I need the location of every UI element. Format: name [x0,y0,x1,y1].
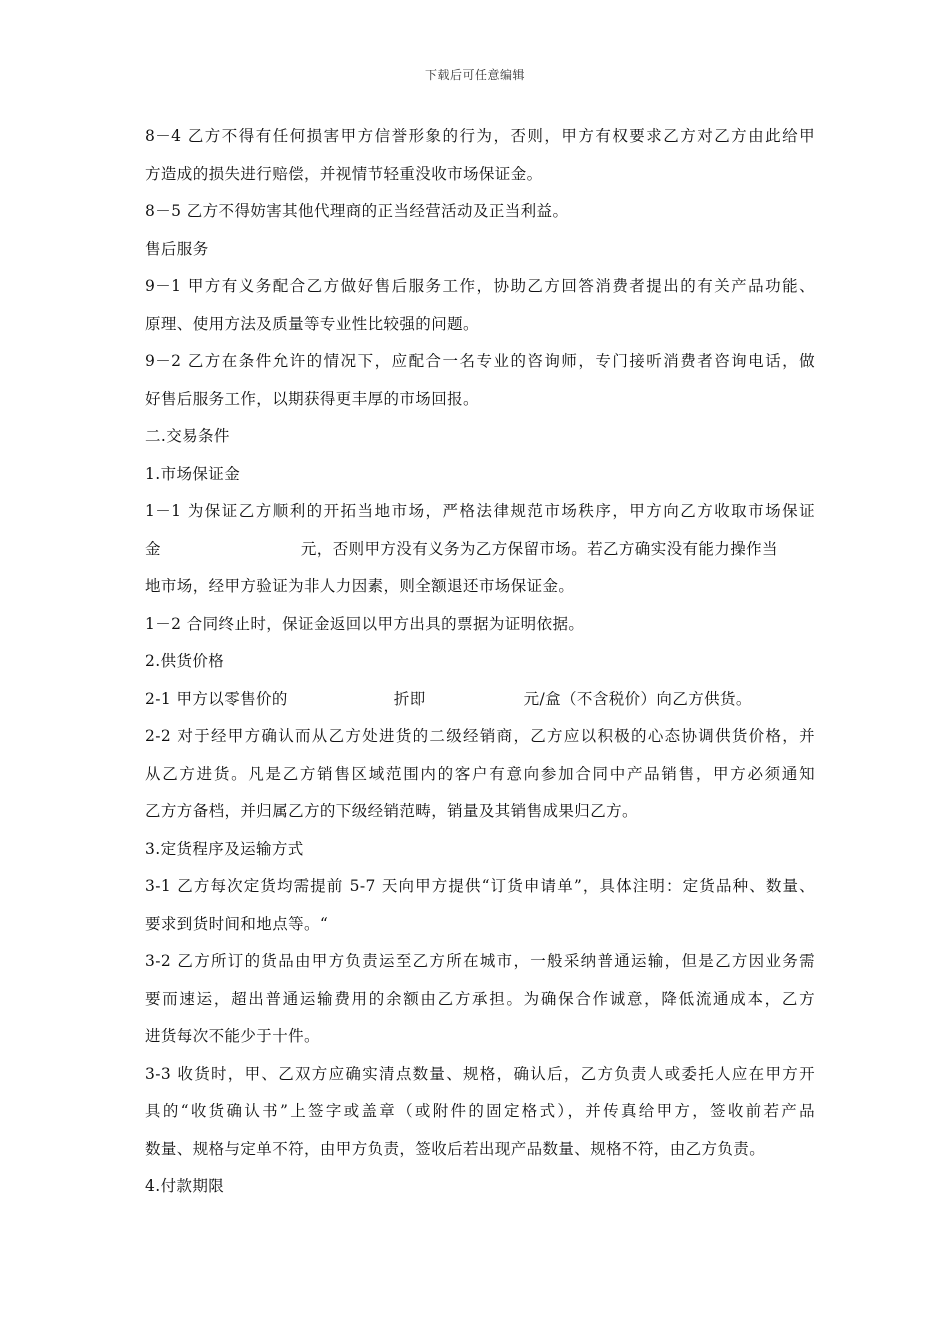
paragraph-line: 8－4 乙方不得有任何损害甲方信誉形象的行为，否则，甲方有权要求乙方对乙方由此给甲 [145,127,815,145]
paragraph-line: 地市场，经甲方验证为非人力因素，则全额退还市场保证金。 [145,577,575,595]
paragraph-line: 1－2 合同终止时，保证金返回以甲方出具的票据为证明依据。 [145,614,585,633]
paragraph-line [145,537,815,575]
section-heading: 1.市场保证金 [145,464,241,483]
paragraph-text: 金 [145,539,161,558]
page-header-note: 下载后可任意编辑 [424,68,525,82]
paragraph-line: 2-2 对于经甲方确认而从乙方处进货的二级经销商，乙方应以积极的心态协调供货价格，并 [145,727,815,745]
section-heading: 2.供货价格 [145,652,225,670]
paragraph-line: 好售后服务工作，以期获得更丰厚的市场回报。 [145,389,479,408]
paragraph-line: 要而速运，超出普通运输费用的余额由乙方承担。为确保合作诚意，降低流通成本，乙方 [145,989,815,1008]
paragraph-text: 元，否则甲方没有义务为乙方保留市场。若乙方确实没有能力操作当 [300,539,778,558]
paragraph-line: 具的“收货确认书”上签字或盖章（或附件的固定格式），并传真给甲方，签收前若产品 [145,1102,815,1120]
paragraph-line: 3-2 乙方所订的货品由甲方负责运至乙方所在城市，一般采纳普通运输，但是乙方因业务需 [145,952,815,970]
paragraph-line: 3-3 收货时，甲、乙双方应确实清点数量、规格，确认后，乙方负责人或委托人应在甲方开 [145,1064,815,1083]
section-heading: 4.付款期限 [145,1177,225,1195]
document-body [145,124,815,1212]
paragraph-line: 1－1 为保证乙方顺利的开拓当地市场，严格法律规范市场秩序，甲方向乙方收取市场保证 [145,502,815,520]
section-heading: 3.定货程序及运输方式 [145,839,304,858]
paragraph-line: 9－1 甲方有义务配合乙方做好售后服务工作，协助乙方回答消费者提出的有关产品功能、 [145,277,815,295]
section-heading: 二.交易条件 [145,427,230,445]
paragraph-line: 3-1 乙方每次定货均需提前 5-7 天向甲方提供“订货申请单”，具体注明：定货品种、数量、 [145,877,815,895]
paragraph-text: 折即 [393,689,426,708]
paragraph-line: 方造成的损失进行赔偿，并视情节轻重没收市场保证金。 [145,164,543,183]
paragraph-line: 原理、使用方法及质量等专业性比较强的问题。 [145,314,479,333]
paragraph-line: 乙方方备档，并归属乙方的下级经销范畴，销量及其销售成果归乙方。 [145,802,638,820]
paragraph-line: 进货每次不能少于十件。 [145,1027,320,1045]
paragraph-line [145,687,815,725]
paragraph-text: 2-1 甲方以零售价的 [145,689,288,708]
paragraph-text: 元/盒（不含税价）向乙方供货。 [523,689,752,708]
paragraph-line: 9－2 乙方在条件允许的情况下，应配合一名专业的咨询师，专门接听消费者咨询电话，做 [145,352,815,370]
section-heading: 售后服务 [145,239,209,258]
paragraph-line: 要求到货时间和地点等。“ [145,914,329,933]
paragraph-line: 数量、规格与定单不符，由甲方负责，签收后若出现产品数量、规格不符，由乙方负责。 [145,1139,766,1158]
paragraph-line: 8－5 乙方不得妨害其他代理商的正当经营活动及正当利益。 [145,202,569,220]
paragraph-line: 从乙方进货。凡是乙方销售区域范围内的客户有意向参加合同中产品销售，甲方必须通知 [145,764,815,783]
